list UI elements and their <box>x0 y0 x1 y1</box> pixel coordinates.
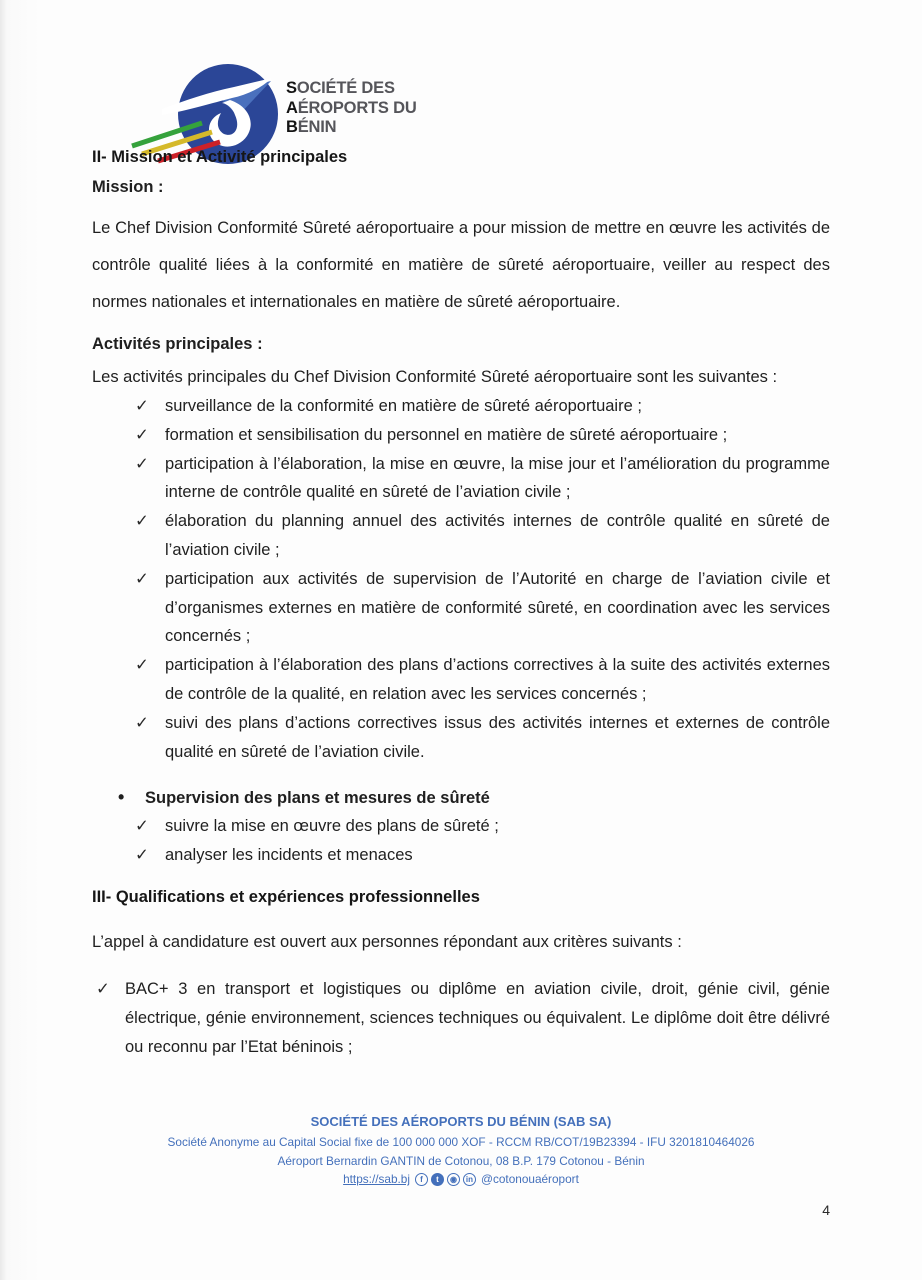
company-logo <box>0 0 922 170</box>
logo-wordmark <box>286 79 417 138</box>
activities-intro: Les activités principales du Chef Division Conformité Sûreté aéroportuaire sont les suivantes : <box>92 368 778 386</box>
social-handle: @cotonouaéroport <box>480 1172 579 1186</box>
list-item: ✓ formation et sensibilisation du personnel en matière de sûreté aéroportuaire ; <box>92 421 830 450</box>
list-item: ✓ participation à l’élaboration, la mise en œuvre, la mise jour et l’amélioration du programme interne de contrôle qualité en sûreté de l’aviation civile ; <box>92 450 830 508</box>
supervision-list <box>92 812 830 870</box>
page-footer <box>0 1112 922 1189</box>
activities-label: Activités principales : <box>92 335 263 353</box>
check-icon: ✓ <box>135 512 149 531</box>
document-body <box>92 146 830 1061</box>
check-icon: ✓ <box>135 569 149 588</box>
check-icon: ✓ <box>135 713 149 732</box>
qualifications-list <box>92 975 830 1061</box>
check-icon: ✓ <box>135 454 149 473</box>
list-item: ✓ participation aux activités de supervision de l’Autorité en charge de l’aviation civile et d’organismes externes en matière de conformité sûreté, en coordination avec les services concernés ; <box>92 565 830 651</box>
facebook-icon[interactable]: f <box>415 1173 428 1186</box>
check-icon: ✓ <box>96 979 110 998</box>
list-item: ✓ suivi des plans d’actions correctives issus des activités internes et externes de contrôle qualité en sûreté de l’aviation civile. <box>92 709 830 767</box>
section-2-title: II- Mission et Activité principales <box>92 148 348 166</box>
check-icon: ✓ <box>135 817 149 836</box>
list-item: ✓ surveillance de la conformité en matière de sûreté aéroportuaire ; <box>92 392 830 421</box>
list-item: ✓ participation à l’élaboration des plans d’actions correctives à la suite des activités externes de contrôle de la qualité, en relation avec les services concernés ; <box>92 651 830 709</box>
check-icon: ✓ <box>135 846 149 865</box>
mission-label: Mission : <box>92 178 164 196</box>
logo-wordmark-line: BÉNIN <box>286 118 337 136</box>
logo-wordmark-line: AÉROPORTS DU <box>286 98 417 117</box>
footer-address-line: Aéroport Bernardin GANTIN de Cotonou, 08 B.P. 179 Cotonou - Bénin <box>277 1153 645 1168</box>
linkedin-icon[interactable]: in <box>463 1173 476 1186</box>
list-item: ✓ suivre la mise en œuvre des plans de sûreté ; <box>92 812 830 841</box>
footer-link-line <box>0 1170 922 1189</box>
list-item: ✓ analyser les incidents et menaces <box>92 841 830 870</box>
list-item: ✓ élaboration du planning annuel des activités internes de contrôle qualité en sûreté de l’aviation civile ; <box>92 507 830 565</box>
footer-legal-line: Société Anonyme au Capital Social fixe de 100 000 000 XOF - RCCM RB/COT/19B23394 - IFU 3201810464026 <box>167 1135 755 1149</box>
mission-paragraph: Le Chef Division Conformité Sûreté aéroportuaire a pour mission de mettre en œuvre les activités de contrôle qualité liées à la conformité en matière de sûreté aéroportuaire, veiller au respect des normes nationales et internationales en matière de sûreté aéroportuaire. <box>92 219 830 311</box>
list-item: ✓ BAC+ 3 en transport et logistiques ou diplôme en aviation civile, droit, génie civil, génie électrique, génie environnement, sciences techniques ou équivalent. Le diplôme doit être délivré ou reconnu par l’Etat béninois ; <box>92 975 830 1061</box>
website-link[interactable]: https://sab.bj <box>343 1172 410 1186</box>
check-icon: ✓ <box>135 656 149 675</box>
check-icon: ✓ <box>135 425 149 444</box>
qualifications-intro: L’appel à candidature est ouvert aux personnes répondant aux critères suivants : <box>92 932 682 951</box>
social-icons <box>415 1173 476 1186</box>
page-number: 4 <box>822 1202 830 1218</box>
section-3-title: III- Qualifications et expériences professionnelles <box>92 887 480 906</box>
bullet-icon: • <box>118 787 125 808</box>
footer-company-name: SOCIÉTÉ DES AÉROPORTS DU BÉNIN (SAB SA) <box>310 1114 612 1129</box>
activities-list <box>92 392 830 766</box>
twitter-icon[interactable]: t <box>431 1173 444 1186</box>
instagram-icon[interactable]: ◉ <box>447 1173 460 1186</box>
logo-wordmark-line: SOCIÉTÉ DES <box>286 79 395 97</box>
check-icon: ✓ <box>135 397 149 415</box>
supervision-heading: • Supervision des plans et mesures de sûreté <box>92 784 830 812</box>
